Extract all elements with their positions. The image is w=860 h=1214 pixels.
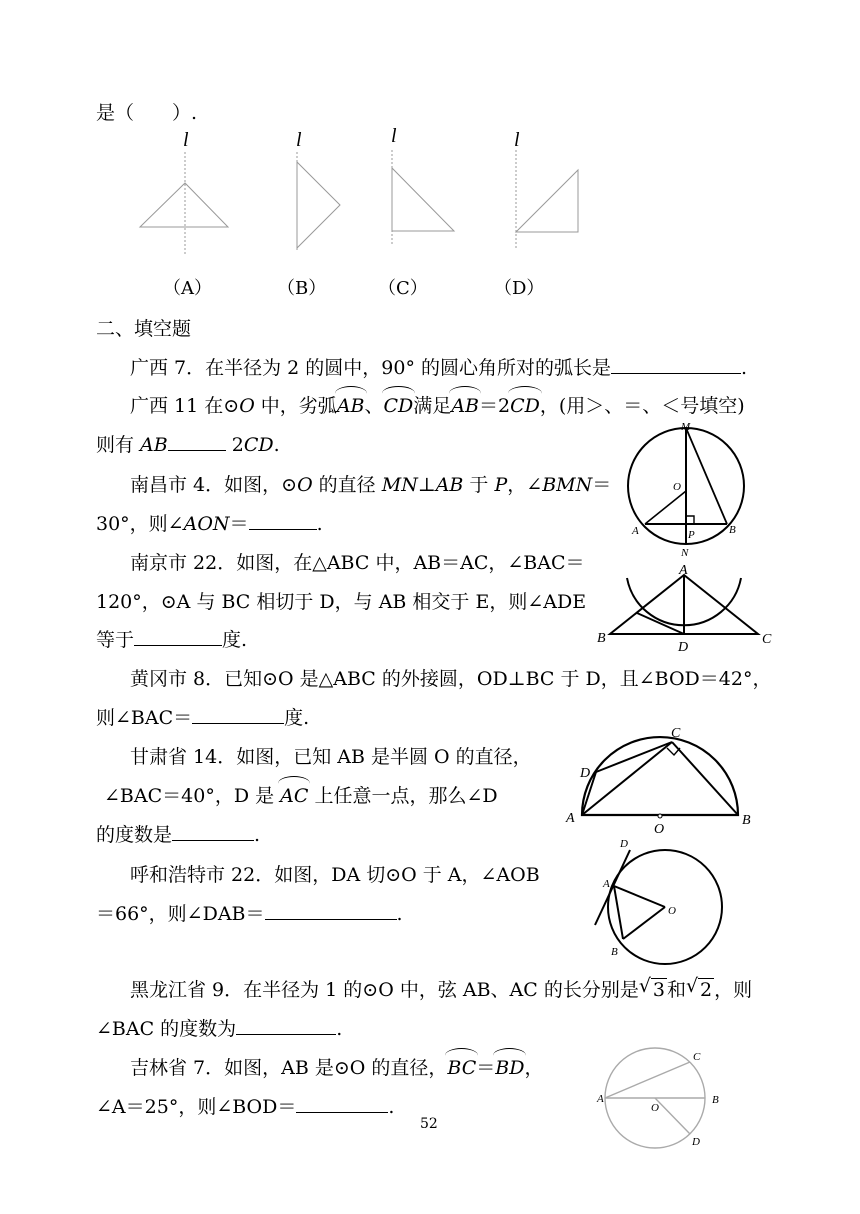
svg-text:P: P [688, 529, 695, 541]
line-label-a: l [183, 129, 189, 151]
svg-text:A: A [597, 1093, 604, 1105]
svg-text:M: M [681, 421, 691, 433]
q-guangxi7: 广西 7．在半径为 2 的圆中，90° 的圆心角所对的弧长是 . [130, 357, 748, 379]
line-label-c: l [391, 125, 397, 147]
option-a: （A） [163, 278, 212, 299]
line-label-d: l [514, 129, 520, 151]
svg-text:D: D [620, 838, 628, 850]
svg-text:B: B [712, 1094, 719, 1106]
q-guangxi11-line2: 则有 AB 2CD. [96, 434, 280, 456]
option-d: （D） [494, 278, 545, 299]
q-jilin-line1: 吉林省 7．如图，AB 是⊙O 的直径，BC＝BD， [130, 1057, 544, 1079]
svg-text:D: D [678, 640, 689, 655]
q-gansu-line3: 的度数是 . [96, 824, 261, 846]
svg-text:D: D [692, 1136, 700, 1148]
arc-ab: AB [336, 395, 365, 417]
q-huanggang-line1: 黄冈市 8．已知⊙O 是△ABC 的外接圆，OD⊥BC 于 D，且∠BOD＝42°， [130, 668, 772, 690]
q-gansu-line1: 甘肃省 14．如图，已知 AB 是半圆 O 的直径， [130, 746, 532, 768]
svg-text:C: C [671, 726, 681, 741]
svg-text:B: B [597, 631, 606, 646]
sqrt-3: √ 3 [651, 978, 667, 1001]
svg-text:N: N [681, 547, 689, 559]
q-nanjing-line1: 南京市 22．如图，在△ABC 中，AB＝AC，∠BAC＝ [130, 552, 585, 574]
q-nanjing-line3: 等于 度. [96, 629, 248, 651]
svg-text:B: B [729, 524, 736, 536]
q-nanchang-line2: 30°，则∠AON＝ . [96, 513, 323, 535]
option-c: （C） [378, 278, 428, 299]
sqrt-2: √ 2 [698, 978, 714, 1001]
q-nanjing-line2: 120°，⊙A 与 BC 相切于 D，与 AB 相交于 E，则∠ADE [96, 591, 587, 613]
q-huhehaote-line1: 呼和浩特市 22．如图，DA 切⊙O 于 A，∠AOB [130, 864, 540, 886]
svg-text:O: O [654, 822, 665, 837]
svg-text:A: A [603, 878, 610, 890]
svg-text:O: O [673, 481, 681, 493]
svg-text:C: C [693, 1051, 701, 1063]
section-title: 二、填空题 [96, 318, 192, 340]
svg-text:D: D [580, 766, 591, 781]
q-jilin-line2: ∠A＝25°，则∠BOD＝ . [96, 1096, 395, 1118]
svg-text:A: A [566, 811, 575, 826]
q-huanggang-line2: 则∠BAC＝ 度. [96, 707, 310, 729]
page-number: 52 [420, 1116, 438, 1132]
svg-text:O: O [668, 905, 676, 917]
arc-cd: CD [383, 395, 414, 417]
q-heilongjiang-line2: ∠BAC 的度数为 . [96, 1018, 343, 1040]
svg-text:O: O [651, 1102, 659, 1114]
q-huhehaote-line2: ＝66°，则∠DAB＝ . [96, 903, 403, 925]
line-label-b: l [296, 129, 302, 151]
option-b: （B） [277, 278, 327, 299]
svg-text:C: C [762, 632, 772, 647]
q-heilongjiang-line1: 黑龙江省 9．在半径为 1 的⊙O 中，弦 AB、AC 的长分别是√ 3 和√ 2 ，则 [130, 975, 752, 1002]
intro-tail: 是（ ）. [96, 102, 198, 124]
svg-text:A: A [679, 563, 688, 578]
q-nanchang-line1: 南昌市 4．如图，⊙O 的直径 MN⊥AB 于 P，∠BMN＝ [130, 474, 612, 496]
svg-text:B: B [611, 946, 618, 958]
q-gansu-line2: ∠BAC＝40°，D 是 AC 上任意一点，那么∠D [104, 785, 498, 807]
svg-text:A: A [632, 525, 639, 537]
q-guangxi11-line1: 广西 11 在⊙O 中，劣弧AB、CD满足AB＝2CD，(用＞、＝、＜号填空) [130, 395, 745, 417]
svg-text:B: B [742, 813, 751, 828]
